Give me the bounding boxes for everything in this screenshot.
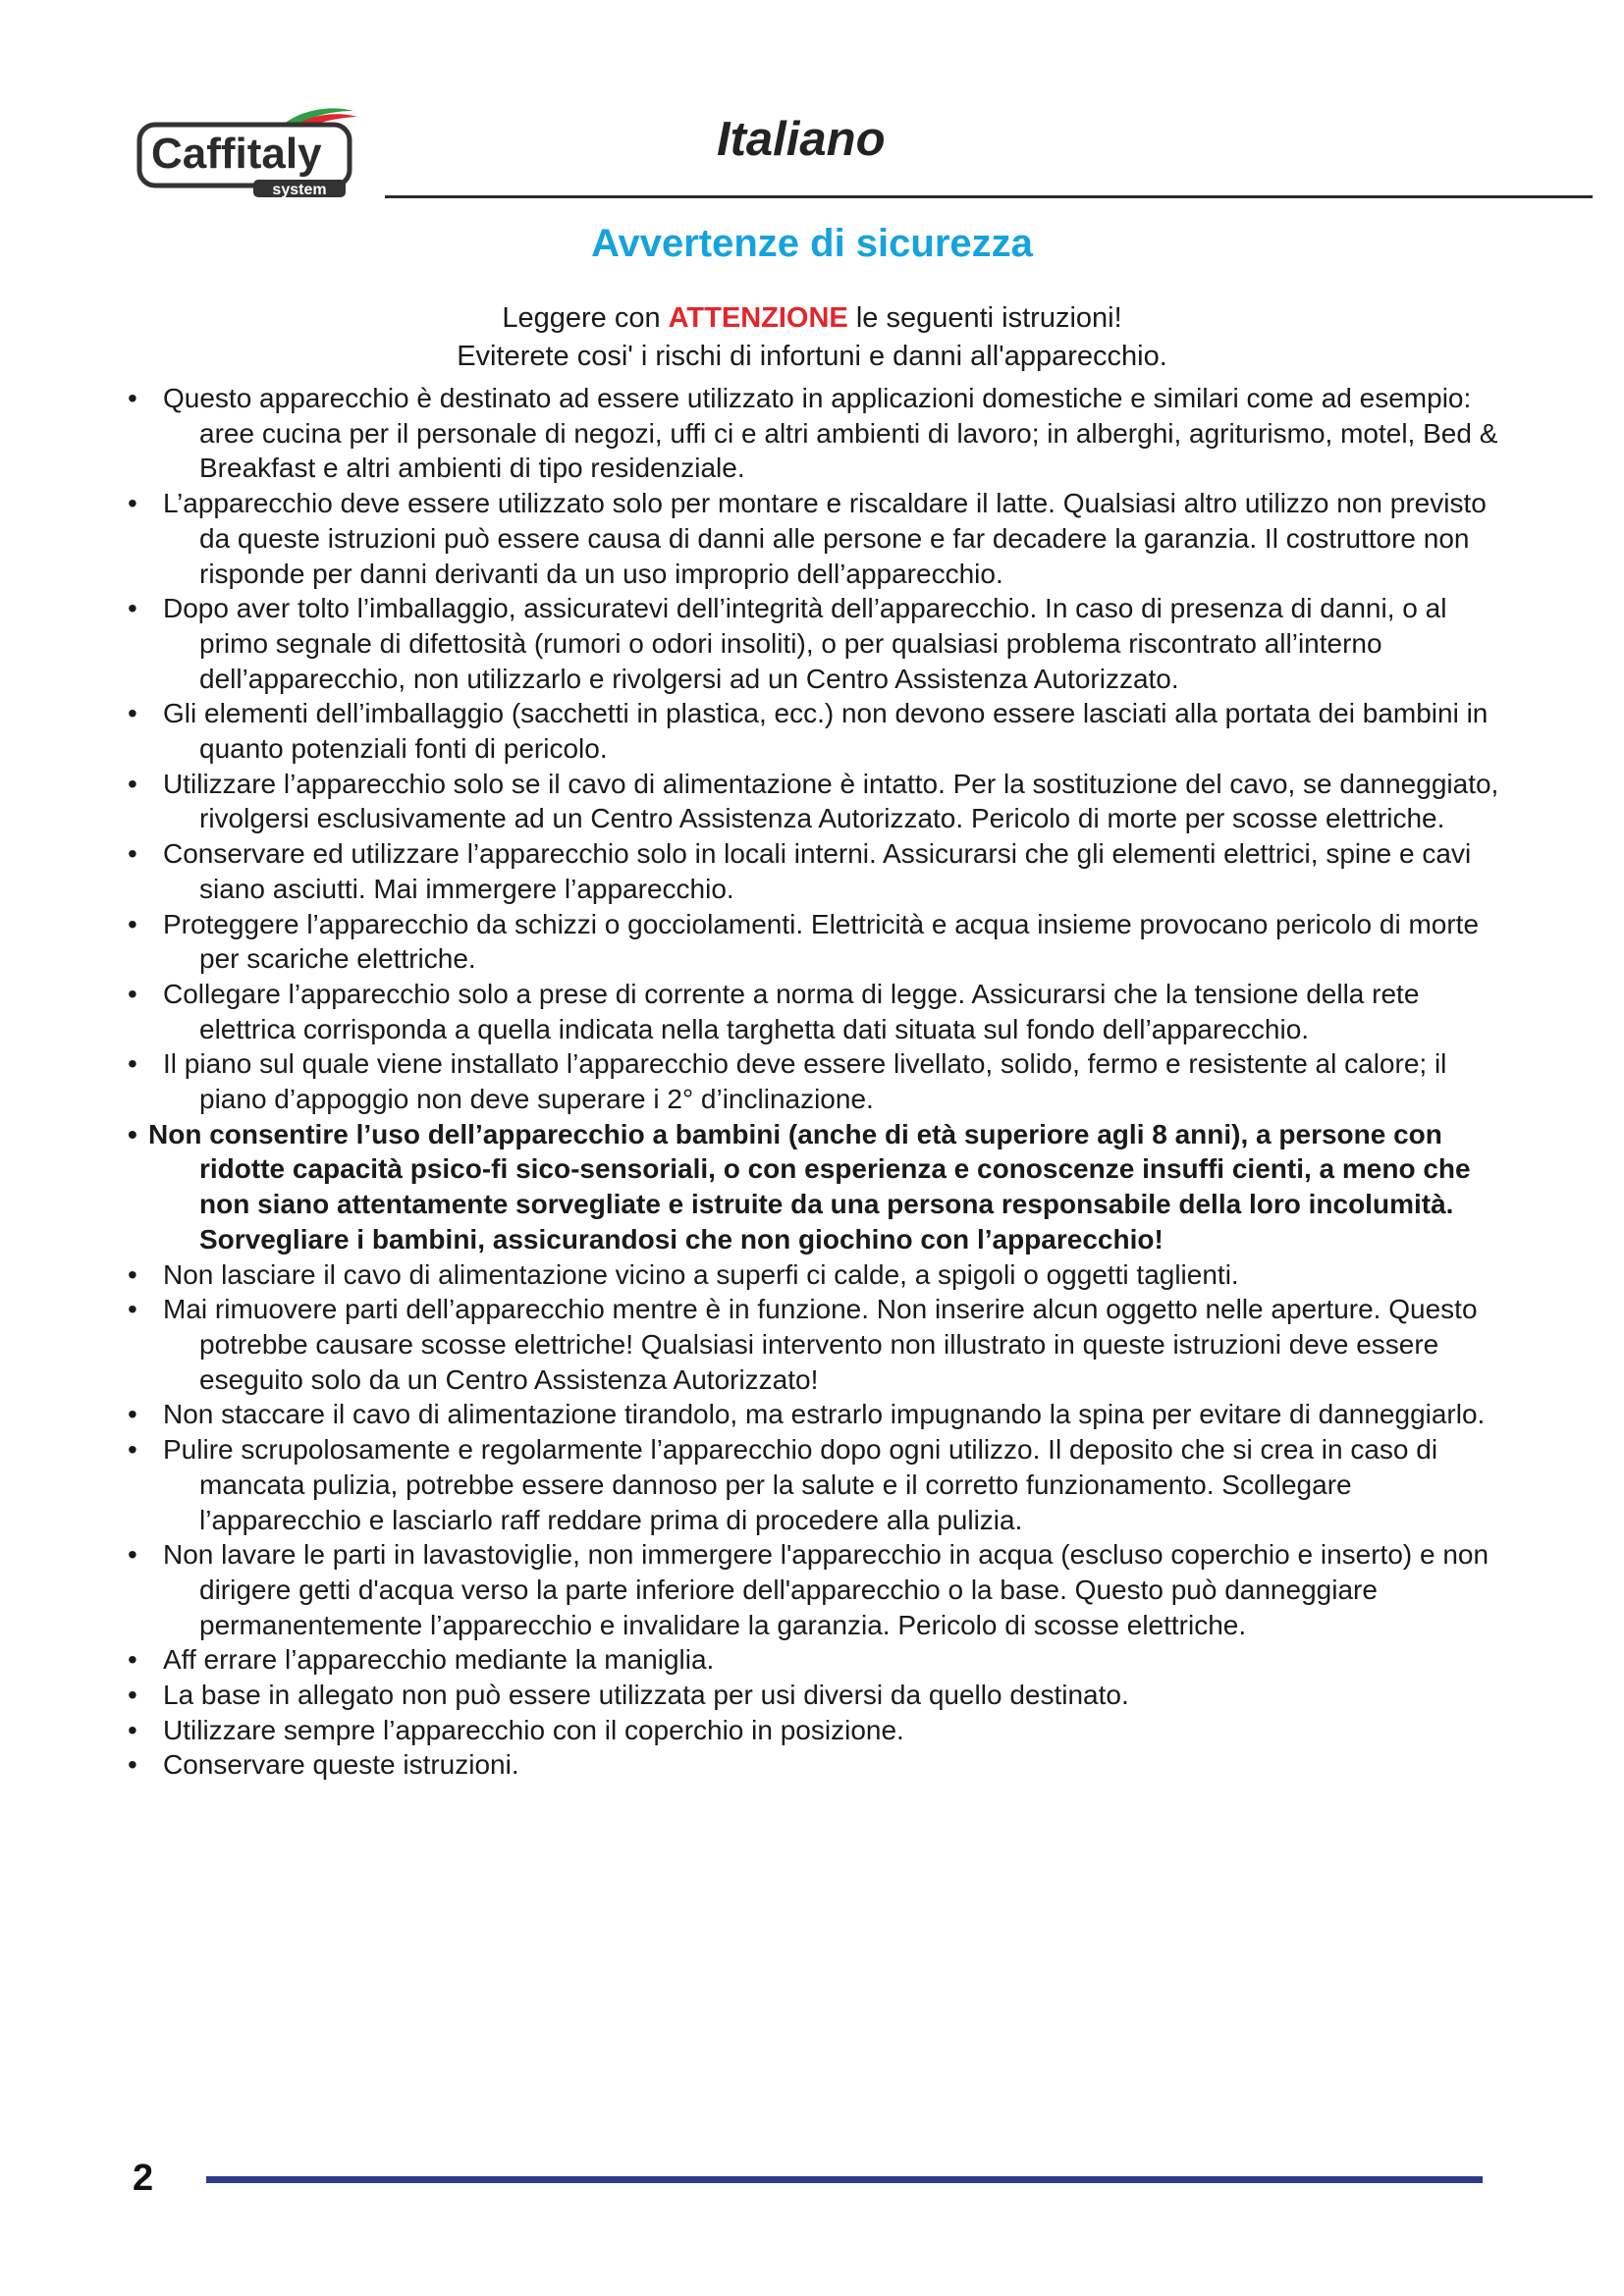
list-item (128, 591, 1502, 696)
list-item (128, 1046, 1502, 1116)
bullet-icon: • (128, 1258, 137, 1290)
warning-text: Il piano sul quale viene installato l’apparecchio deve essere livellato, solido, fermo e resistente al calore; il piano d’appoggio non deve superare i 2° d’inclinazione. (163, 1048, 1447, 1115)
bullet-icon: • (128, 978, 137, 1009)
warning-text: Mai rimuovere parti dell’apparecchio mentre è in funzione. Non inserire alcun oggetto nelle aperture. Questo potrebbe causare scosse elettriche! Qualsiasi intervento non illustrato in queste istruzioni deve essere eseguito solo da un Centro Assistenza Autorizzato! (163, 1294, 1478, 1395)
header-divider (385, 195, 1593, 198)
bullet-icon: • (128, 593, 137, 624)
bullet-icon: • (128, 1644, 137, 1676)
intro-line-1-after: le seguenti istruzioni! (855, 302, 1122, 334)
warning-text: Pulire scrupolosamente e regolarmente l’apparecchio dopo ogni utilizzo. Il deposito che si crea in caso di mancata pulizia, potrebbe essere dannoso per la salute e il corretto funzionamento. Scollegare l’apparecchio e lasciarlo raff reddare prima di procedere alla pulizia. (163, 1434, 1438, 1535)
warning-text: Conservare queste istruzioni. (163, 1749, 519, 1781)
bullet-icon: • (128, 1399, 137, 1430)
bullet-icon: • (128, 383, 137, 413)
bullet-icon: • (128, 1048, 137, 1080)
language-heading: Italiano (717, 113, 886, 166)
bullet-icon: • (128, 1434, 137, 1466)
list-item (128, 767, 1502, 836)
bullet-icon: • (128, 1118, 137, 1149)
bullet-icon: • (128, 1714, 137, 1745)
footer-divider (206, 2176, 1483, 2183)
list-item (128, 1257, 1502, 1293)
list-item (128, 1642, 1502, 1678)
safety-warnings-list (128, 381, 1502, 1783)
bullet-icon: • (128, 488, 137, 519)
bullet-icon: • (128, 1749, 137, 1781)
warning-text: L’apparecchio deve essere utilizzato solo per montare e riscaldare il latte. Qualsiasi altro utilizzo non previsto da queste istruzioni può essere causa di danni alle persone e far decadere la garanzia. Il costruttore non risponde per danni derivanti da un uso improprio dell’apparecchio. (163, 488, 1487, 589)
intro-text (0, 299, 1624, 376)
bullet-icon: • (128, 768, 137, 799)
intro-line-1-before: Leggere con (502, 302, 661, 334)
bullet-icon: • (128, 908, 137, 939)
list-item (128, 836, 1502, 906)
logo-wordmark: Caffitaly (151, 130, 322, 178)
warning-text: Non staccare il cavo di alimentazione tirandolo, ma estrarlo impugnando la spina per evitare di danneggiarlo. (163, 1399, 1486, 1430)
warning-text: Non lavare le parti in lavastoviglie, non immergere l'apparecchio in acqua (escluso coperchio e inserto) e non dirigere getti d'acqua verso la parte inferiore dell'apparecchio o la base. Questo può danneggiare permanentemente l’apparecchio e invalidare la garanzia. Pericolo di scosse elettriche. (163, 1539, 1489, 1640)
bullet-icon: • (128, 838, 137, 870)
logo-subtext: system (272, 182, 327, 197)
warning-text: Conservare ed utilizzare l’apparecchio solo in locali interni. Assicurarsi che gli elementi elettrici, spine e cavi siano asciutti. Mai immergere l’apparecchio. (163, 838, 1472, 904)
attention-word: ATTENZIONE (668, 302, 848, 334)
list-item (128, 1432, 1502, 1537)
warning-text: La base in allegato non può essere utilizzata per usi diversi da quello destinato. (163, 1680, 1129, 1711)
bullet-icon: • (128, 1294, 137, 1325)
bullet-icon: • (128, 1680, 137, 1711)
bullet-icon: • (128, 698, 137, 729)
warning-text: Questo apparecchio è destinato ad essere utilizzato in applicazioni domestiche e similari come ad esempio: aree cucina per il personale di negozi, uffi ci e altri ambienti di lavoro; in alberghi, agriturismo, motel, Bed & Breakfast e altri ambienti di tipo residenziale. (163, 383, 1498, 484)
warning-text: Non consentire l’uso dell’apparecchio a bambini (anche di età superiore agli 8 anni), a persone con ridotte capacità psico-fi sico-sensoriali, o con esperienza e conoscenze insuffi cienti, a meno che non siano attentamente sorvegliate e istruite da una persona responsabile della loro incolumità. Sorvegliare i bambini, assicurandosi che non giochino con l’apparecchio! (148, 1118, 1471, 1255)
warning-text: Proteggere l’apparecchio da schizzi o gocciolamenti. Elettricità e acqua insieme provocano pericolo di morte per scariche elettriche. (163, 908, 1480, 975)
list-item (128, 1678, 1502, 1713)
list-item (128, 1537, 1502, 1642)
brand-logo (135, 103, 359, 197)
caffitaly-logo-icon (135, 103, 359, 197)
list-item (128, 1117, 1502, 1257)
list-item (128, 381, 1502, 486)
list-item (128, 1713, 1502, 1748)
bullet-icon: • (128, 1539, 137, 1571)
page-number: 2 (133, 2158, 154, 2199)
intro-line-1 (0, 299, 1624, 338)
warning-text: Collegare l’apparecchio solo a prese di corrente a norma di legge. Assicurarsi che la tensione della rete elettrica corrisponda a quella indicata nella targhetta dati situata sul fondo dell’apparecchio. (163, 978, 1420, 1044)
warning-text: Aff errare l’apparecchio mediante la maniglia. (163, 1644, 715, 1676)
warning-text: Gli elementi dell’imballaggio (sacchetti in plastica, ecc.) non devono essere lasciati alla portata dei bambini in quanto potenziali fonti di pericolo. (163, 698, 1489, 765)
warning-text: Utilizzare l’apparecchio solo se il cavo di alimentazione è intatto. Per la sostituzione del cavo, se danneggiato, rivolgersi esclusivamente ad un Centro Assistenza Autorizzato. Pericolo di morte per scosse elettriche. (163, 768, 1499, 834)
intro-line-2: Eviterete cosi' i rischi di infortuni e danni all'apparecchio. (457, 341, 1167, 372)
list-item (128, 486, 1502, 591)
section-title: Avvertenze di sicurezza (591, 222, 1033, 265)
list-item (128, 907, 1502, 977)
list-item (128, 977, 1502, 1046)
warning-text: Dopo aver tolto l’imballaggio, assicuratevi dell’integrità dell’apparecchio. In caso di presenza di danni, o al primo segnale di difettosità (rumori o odori insoliti), o per qualsiasi problema riscontrato all’interno dell’apparecchio, non utilizzarlo e rivolgersi ad un Centro Assistenza Autorizzato. (163, 593, 1447, 694)
warning-text: Non lasciare il cavo di alimentazione vicino a superfi ci calde, a spigoli o oggetti taglienti. (163, 1258, 1239, 1290)
warning-text: Utilizzare sempre l’apparecchio con il coperchio in posizione. (163, 1714, 904, 1745)
list-item (128, 1292, 1502, 1397)
list-item (128, 696, 1502, 766)
list-item (128, 1397, 1502, 1432)
list-item (128, 1747, 1502, 1783)
